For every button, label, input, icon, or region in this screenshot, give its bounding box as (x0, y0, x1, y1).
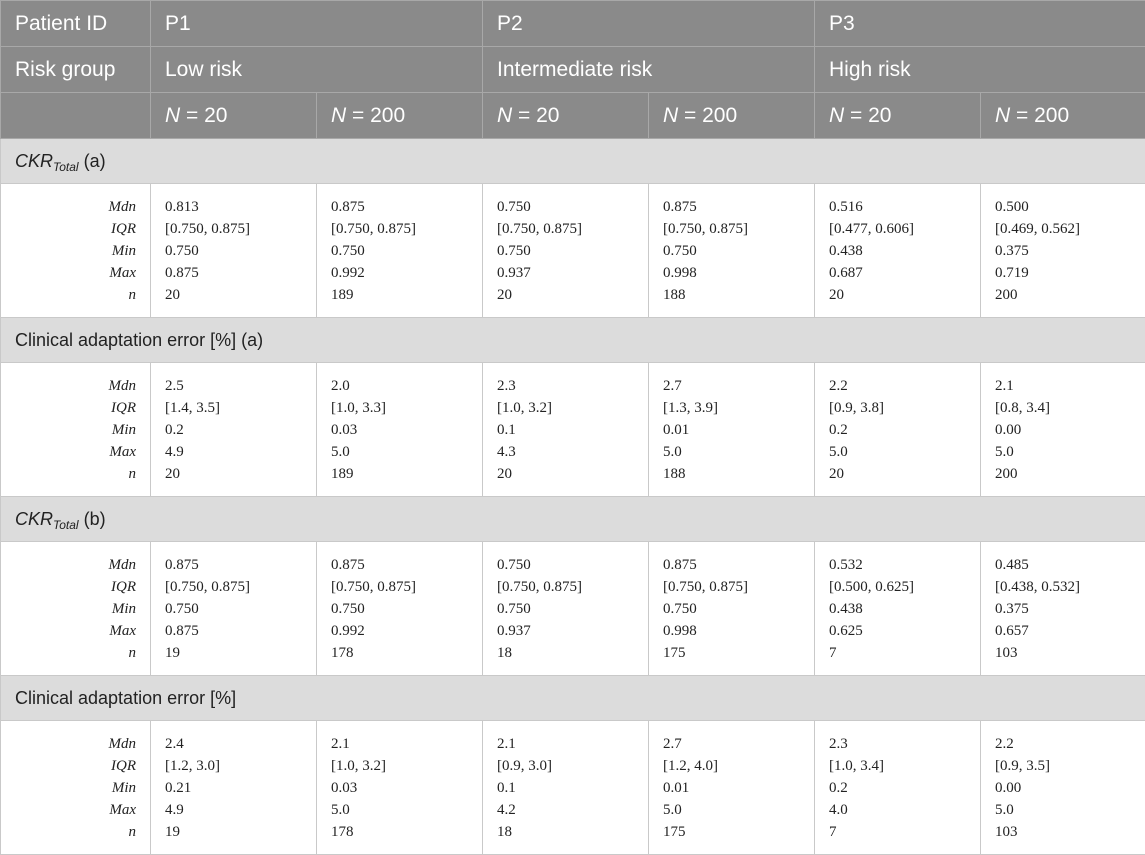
stat-value: [1.3, 3.9] (663, 397, 814, 419)
stat-value: 20 (829, 463, 980, 485)
stat-value: 5.0 (663, 441, 814, 463)
stat-value: 0.750 (497, 598, 648, 620)
stat-value: [1.4, 3.5] (165, 397, 316, 419)
stat-labels-cell (1, 721, 151, 855)
stat-value: 5.0 (995, 441, 1145, 463)
section-row (1, 139, 1145, 184)
sample-size-cell (317, 93, 483, 139)
stat-value: 0.750 (497, 240, 648, 262)
stat-value: 0.375 (995, 240, 1145, 262)
stat-value: 0.00 (995, 419, 1145, 441)
stat-value: 0.2 (829, 419, 980, 441)
risk-group-label: Risk group (1, 47, 151, 93)
stat-value: 178 (331, 821, 482, 843)
section-title: Clinical adaptation error [%] (a) (1, 318, 1145, 363)
stat-value: 178 (331, 642, 482, 664)
stat-value: [0.750, 0.875] (165, 218, 316, 240)
n-value: 20 (868, 104, 891, 127)
stat-values-cell (317, 542, 483, 676)
header-row-sample-size (1, 93, 1145, 139)
stat-values-cell (815, 184, 981, 318)
stat-value: 5.0 (331, 799, 482, 821)
stat-value: 200 (995, 463, 1145, 485)
stat-label: n (1, 821, 136, 843)
stat-value: [0.477, 0.606] (829, 218, 980, 240)
section-title (1, 497, 1145, 542)
header-row-patient-id (1, 1, 1145, 47)
section-title-suffix: (a) (79, 151, 106, 171)
stat-value: 0.438 (829, 598, 980, 620)
stat-values-cell (649, 184, 815, 318)
stat-label: Max (1, 262, 136, 284)
sample-size-empty-cell (1, 93, 151, 139)
stat-value: 0.625 (829, 620, 980, 642)
stat-values-cell (317, 363, 483, 497)
sample-size-cell (151, 93, 317, 139)
stat-label: IQR (1, 755, 136, 777)
stat-value: 2.1 (497, 733, 648, 755)
stat-label: Max (1, 441, 136, 463)
n-value: 200 (370, 104, 405, 127)
stat-label: n (1, 284, 136, 306)
sample-size-cell (981, 93, 1145, 139)
stat-value: [0.750, 0.875] (663, 218, 814, 240)
stat-value: 0.992 (331, 620, 482, 642)
data-row (1, 184, 1145, 318)
stat-value: 0.992 (331, 262, 482, 284)
sample-size-cell (815, 93, 981, 139)
section-title (1, 139, 1145, 184)
n-equals: = (678, 104, 702, 127)
stat-value: [1.2, 3.0] (165, 755, 316, 777)
stat-value: [1.0, 3.3] (331, 397, 482, 419)
sample-size-cell (483, 93, 649, 139)
stat-value: 20 (829, 284, 980, 306)
stat-value: 20 (497, 284, 648, 306)
n-value: 20 (204, 104, 227, 127)
stat-value: 20 (165, 463, 316, 485)
risk-group-intermediate: Intermediate risk (483, 47, 815, 93)
stat-value: [1.0, 3.4] (829, 755, 980, 777)
header-row-risk-group (1, 47, 1145, 93)
stat-value: 0.813 (165, 196, 316, 218)
stat-label: Min (1, 240, 136, 262)
risk-group-high: High risk (815, 47, 1145, 93)
stat-value: 0.875 (165, 620, 316, 642)
stat-values-cell (151, 363, 317, 497)
stat-values-cell (483, 721, 649, 855)
stat-value: 2.7 (663, 375, 814, 397)
stat-value: 18 (497, 821, 648, 843)
stat-value: [0.750, 0.875] (663, 576, 814, 598)
stat-values-cell (483, 542, 649, 676)
n-symbol: N (663, 104, 678, 127)
n-value: 200 (1034, 104, 1069, 127)
n-equals: = (512, 104, 536, 127)
stat-value: 4.3 (497, 441, 648, 463)
risk-group-low: Low risk (151, 47, 483, 93)
stat-value: 0.00 (995, 777, 1145, 799)
stat-value: 2.2 (829, 375, 980, 397)
n-symbol: N (829, 104, 844, 127)
stat-value: 5.0 (663, 799, 814, 821)
stat-value: 0.998 (663, 262, 814, 284)
section-title-subscript: Total (53, 518, 79, 532)
stat-value: 7 (829, 821, 980, 843)
n-value: 20 (536, 104, 559, 127)
stat-values-cell (151, 184, 317, 318)
stat-label: Min (1, 777, 136, 799)
stat-value: 5.0 (829, 441, 980, 463)
stat-value: 0.875 (165, 262, 316, 284)
stat-value: 20 (497, 463, 648, 485)
stat-value: 5.0 (331, 441, 482, 463)
stat-value: 0.998 (663, 620, 814, 642)
stat-value: 0.875 (165, 554, 316, 576)
stat-label: Mdn (1, 375, 136, 397)
stat-value: 0.01 (663, 419, 814, 441)
stat-value: 0.1 (497, 777, 648, 799)
stat-value: 175 (663, 821, 814, 843)
section-title-main: CKR (15, 509, 53, 529)
stat-value: 0.750 (165, 240, 316, 262)
stat-values-cell (151, 721, 317, 855)
stat-label: Mdn (1, 733, 136, 755)
stat-label: Min (1, 419, 136, 441)
n-symbol: N (165, 104, 180, 127)
stat-value: 20 (165, 284, 316, 306)
stat-value: 0.1 (497, 419, 648, 441)
stat-value: [0.9, 3.8] (829, 397, 980, 419)
stat-value: 0.03 (331, 777, 482, 799)
section-title-subscript: Total (53, 160, 79, 174)
stat-value: 0.937 (497, 620, 648, 642)
stat-values-cell (151, 542, 317, 676)
stat-label: Max (1, 620, 136, 642)
stat-values-cell (815, 721, 981, 855)
stat-value: 0.937 (497, 262, 648, 284)
stat-value: 0.21 (165, 777, 316, 799)
stat-value: [0.500, 0.625] (829, 576, 980, 598)
n-symbol: N (497, 104, 512, 127)
stat-values-cell (981, 184, 1145, 318)
stat-value: 4.9 (165, 441, 316, 463)
stat-values-cell (981, 542, 1145, 676)
stat-labels-cell (1, 363, 151, 497)
stat-value: 0.2 (165, 419, 316, 441)
stat-value: 5.0 (995, 799, 1145, 821)
stat-value: 0.2 (829, 777, 980, 799)
n-equals: = (346, 104, 370, 127)
stat-value: 4.9 (165, 799, 316, 821)
patient-p2: P2 (483, 1, 815, 47)
n-symbol: N (331, 104, 346, 127)
stat-value: [0.438, 0.532] (995, 576, 1145, 598)
data-row (1, 721, 1145, 855)
stat-value: 0.375 (995, 598, 1145, 620)
stat-value: 0.750 (165, 598, 316, 620)
stat-value: 0.875 (663, 554, 814, 576)
n-equals: = (180, 104, 204, 127)
stat-value: 18 (497, 642, 648, 664)
section-row (1, 318, 1145, 363)
stat-value: [0.750, 0.875] (165, 576, 316, 598)
stat-value: [0.469, 0.562] (995, 218, 1145, 240)
stat-values-cell (317, 184, 483, 318)
stat-value: 0.750 (331, 240, 482, 262)
stat-value: 0.485 (995, 554, 1145, 576)
stat-value: 0.438 (829, 240, 980, 262)
stat-value: 0.750 (663, 598, 814, 620)
stat-value: 189 (331, 463, 482, 485)
stat-value: 0.875 (331, 554, 482, 576)
stat-values-cell (483, 363, 649, 497)
patient-id-label: Patient ID (1, 1, 151, 47)
stat-values-cell (649, 542, 815, 676)
sample-size-cell (649, 93, 815, 139)
stat-values-cell (981, 721, 1145, 855)
stat-values-cell (483, 184, 649, 318)
n-value: 200 (702, 104, 737, 127)
data-row (1, 542, 1145, 676)
stat-value: 2.2 (995, 733, 1145, 755)
stat-value: 4.2 (497, 799, 648, 821)
stat-value: 0.01 (663, 777, 814, 799)
stat-values-cell (317, 721, 483, 855)
stat-value: 7 (829, 642, 980, 664)
stat-label: n (1, 642, 136, 664)
stat-value: 0.687 (829, 262, 980, 284)
stat-value: [1.0, 3.2] (497, 397, 648, 419)
stat-value: [0.750, 0.875] (497, 218, 648, 240)
section-row (1, 676, 1145, 721)
n-symbol: N (995, 104, 1010, 127)
stat-value: 175 (663, 642, 814, 664)
stat-value: 2.1 (331, 733, 482, 755)
stat-value: [0.750, 0.875] (331, 576, 482, 598)
stat-label: Mdn (1, 554, 136, 576)
stat-value: 0.750 (497, 196, 648, 218)
section-row (1, 497, 1145, 542)
patient-p3: P3 (815, 1, 1145, 47)
stat-value: 0.657 (995, 620, 1145, 642)
stat-value: 0.875 (663, 196, 814, 218)
stat-value: [1.0, 3.2] (331, 755, 482, 777)
stat-value: 0.516 (829, 196, 980, 218)
stat-value: 2.5 (165, 375, 316, 397)
stat-value: 2.4 (165, 733, 316, 755)
stat-value: [0.8, 3.4] (995, 397, 1145, 419)
stat-value: [0.750, 0.875] (497, 576, 648, 598)
stat-value: 2.1 (995, 375, 1145, 397)
n-equals: = (844, 104, 868, 127)
stat-value: 188 (663, 284, 814, 306)
stat-values-cell (649, 363, 815, 497)
stat-values-cell (815, 542, 981, 676)
patient-p1: P1 (151, 1, 483, 47)
stat-value: 188 (663, 463, 814, 485)
section-title-main: CKR (15, 151, 53, 171)
section-title: Clinical adaptation error [%] (1, 676, 1145, 721)
stat-values-cell (981, 363, 1145, 497)
section-title-suffix: (b) (79, 509, 106, 529)
stat-value: 0.719 (995, 262, 1145, 284)
stat-value: 2.3 (829, 733, 980, 755)
stat-value: 2.3 (497, 375, 648, 397)
stat-value: [0.9, 3.5] (995, 755, 1145, 777)
stat-values-cell (815, 363, 981, 497)
stat-value: 19 (165, 821, 316, 843)
data-row (1, 363, 1145, 497)
stat-value: [0.750, 0.875] (331, 218, 482, 240)
stat-label: IQR (1, 397, 136, 419)
stat-value: 103 (995, 821, 1145, 843)
stat-value: 0.03 (331, 419, 482, 441)
stat-label: Min (1, 598, 136, 620)
stat-value: 0.750 (497, 554, 648, 576)
stat-labels-cell (1, 184, 151, 318)
stat-label: IQR (1, 218, 136, 240)
stat-label: IQR (1, 576, 136, 598)
stat-value: [0.9, 3.0] (497, 755, 648, 777)
stat-values-cell (649, 721, 815, 855)
stat-labels-cell (1, 542, 151, 676)
stat-value: 200 (995, 284, 1145, 306)
stat-value: 4.0 (829, 799, 980, 821)
stat-value: 189 (331, 284, 482, 306)
n-equals: = (1010, 104, 1034, 127)
stat-label: n (1, 463, 136, 485)
stat-value: 0.750 (331, 598, 482, 620)
stat-label: Max (1, 799, 136, 821)
stat-value: 2.0 (331, 375, 482, 397)
stat-value: 19 (165, 642, 316, 664)
stat-value: 2.7 (663, 733, 814, 755)
stat-value: 0.500 (995, 196, 1145, 218)
stat-value: 0.532 (829, 554, 980, 576)
stat-value: 103 (995, 642, 1145, 664)
stat-value: 0.875 (331, 196, 482, 218)
stat-value: 0.750 (663, 240, 814, 262)
stat-value: [1.2, 4.0] (663, 755, 814, 777)
stat-label: Mdn (1, 196, 136, 218)
